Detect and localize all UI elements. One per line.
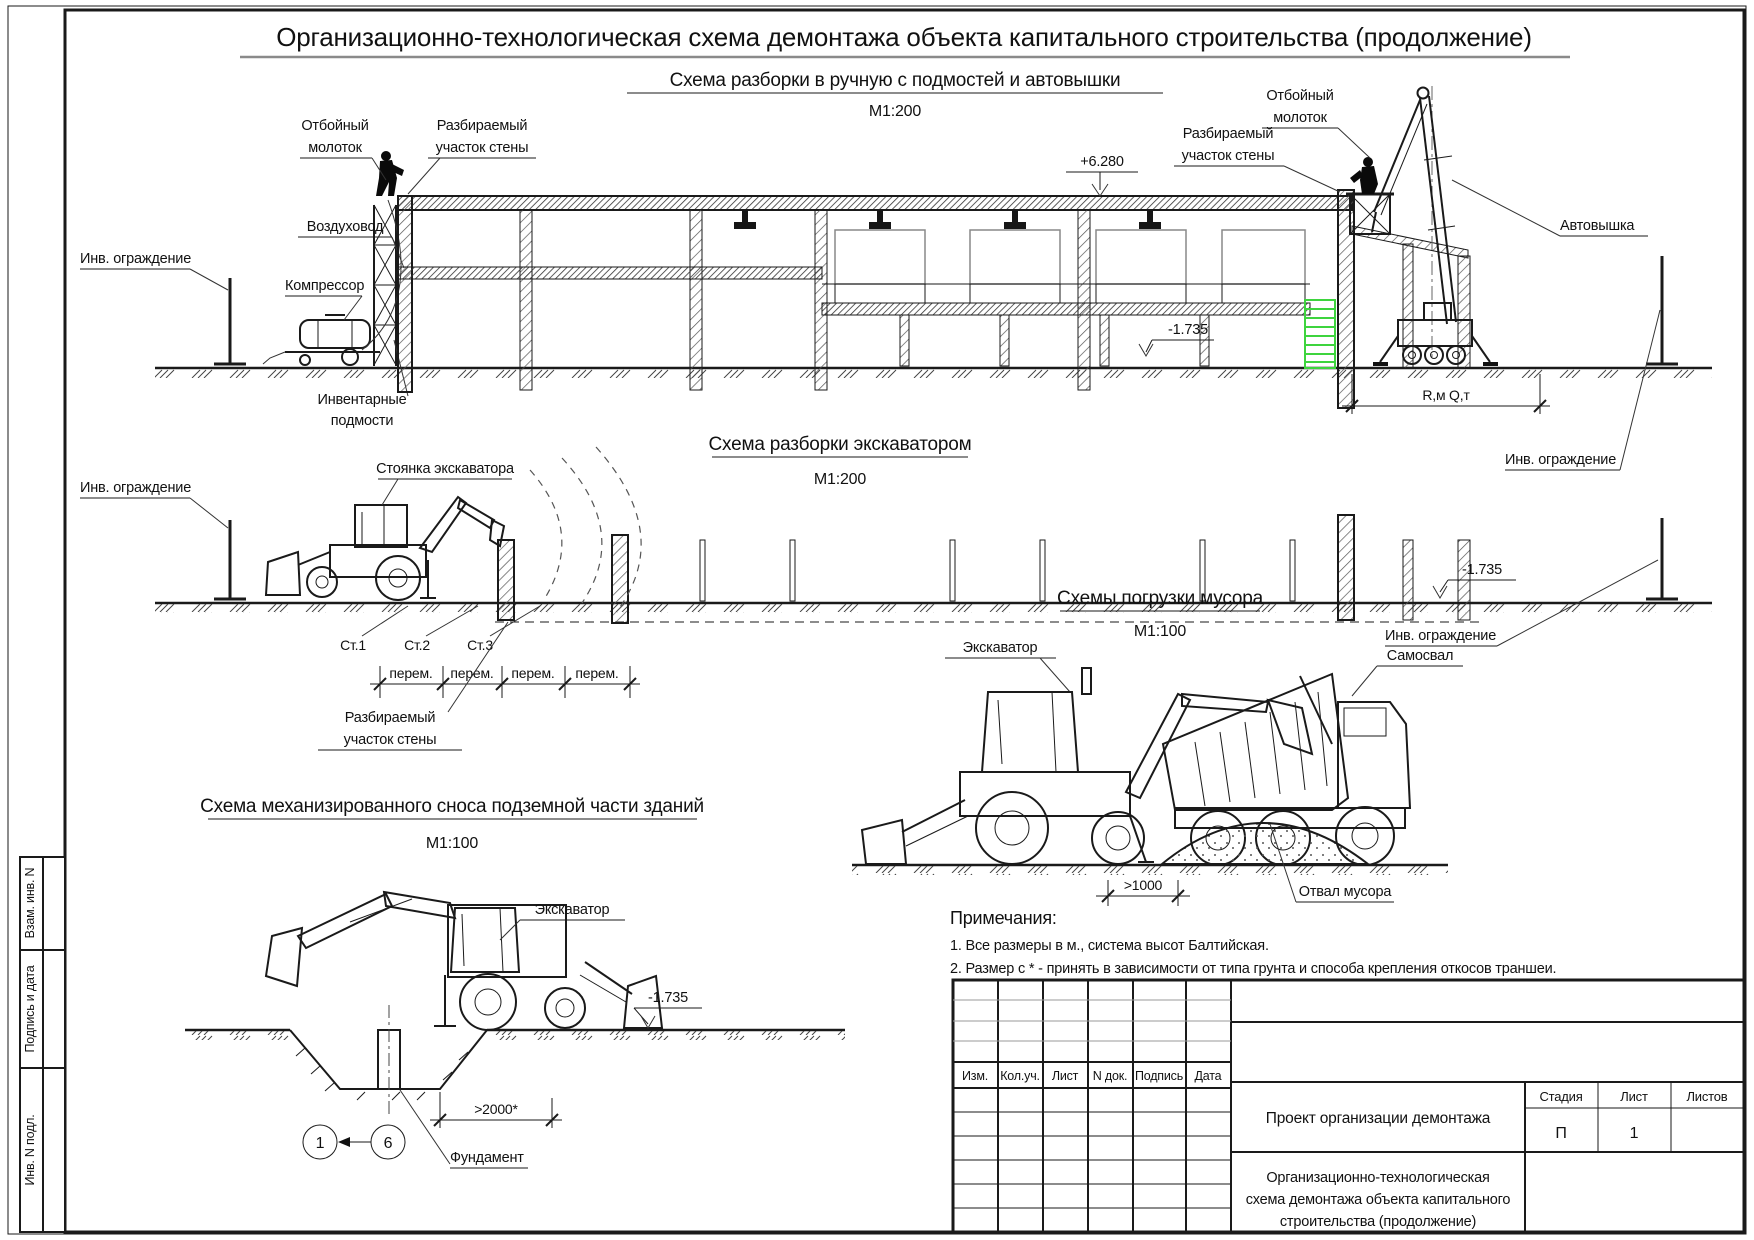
inventory-fence-right-2 [1646, 518, 1678, 599]
truck-label: Самосвал [1386, 648, 1454, 664]
stamp-project: Проект организации демонтажа [1265, 1110, 1491, 1127]
stamp-sheet-value: 1 [1629, 1125, 1639, 1142]
stamp-doc-line3: строительства (продолжение) [1279, 1214, 1477, 1230]
elevation-top [1066, 154, 1138, 196]
stamp-col-data: Дата [1194, 1069, 1222, 1083]
svg-text:-1.735: -1.735 [1168, 322, 1208, 338]
worker-basket-icon [1350, 157, 1378, 194]
duct-label: Воздуховод [306, 219, 384, 235]
foundation-label: Фундамент [450, 1150, 524, 1166]
svg-text:+6.280: +6.280 [1080, 154, 1124, 170]
dim-perem-2: перем. [450, 665, 494, 681]
fence-right-label-1: Инв. ограждение [1505, 452, 1617, 468]
scheme1-scale: М1:200 [868, 103, 922, 120]
side-stamp [20, 857, 65, 1232]
pile-label: Отвал мусора [1298, 884, 1392, 900]
wall-label-s2b: участок стены [343, 732, 437, 748]
scheme3-scale: М1:100 [1133, 623, 1187, 640]
stamp-stage-value: П [1555, 1125, 1567, 1142]
station-3: Ст.3 [467, 637, 493, 653]
dim-perem-1: перем. [389, 665, 433, 681]
svg-text:R,м Q,т: R,м Q,т [1422, 387, 1470, 403]
note-item-2: 2. Размер с * - принять в зависимости от типа грунта и способа крепления откосов траншеи. [950, 961, 1557, 977]
elevation-bottom-4 [634, 990, 702, 1028]
svg-text:>1000: >1000 [1123, 877, 1163, 893]
marker-6: 6 [383, 1135, 393, 1152]
annex-remnant-1 [1403, 540, 1413, 620]
scheme-excavator [80, 434, 1712, 750]
wall-remnant-right [1338, 515, 1354, 620]
hammer-label-2a: Отбойный [1266, 88, 1334, 104]
scheme2-scale: М1:200 [813, 471, 867, 488]
scheme4-scale: М1:100 [425, 835, 479, 852]
sheet-title: Организационно-технологическая схема демонтажа объекта капитального строительства (продолжение) [276, 22, 1532, 52]
svg-text:-1.735: -1.735 [648, 990, 688, 1006]
scaffold-label-b: подмости [330, 413, 394, 429]
dim-perem-4: перем. [575, 665, 619, 681]
compressor-label: Компрессор [285, 278, 365, 294]
dim-2000 [430, 1092, 562, 1128]
notes-block [950, 908, 1556, 977]
note-item-1: 1. Все размеры в м., система высот Балтийская. [950, 938, 1269, 954]
excavator-hammer [266, 497, 504, 600]
hammer-label-1a: Отбойный [301, 118, 369, 134]
inventory-fence-left-1 [214, 278, 246, 364]
stamp-col-izm: Изм. [962, 1069, 988, 1083]
marker-1: 1 [315, 1135, 325, 1152]
svg-text:>2000*: >2000* [474, 1101, 518, 1117]
excavation-pit [290, 1005, 487, 1118]
station-1: Ст.1 [340, 637, 366, 653]
dim-perem-3: перем. [511, 665, 555, 681]
detail-markers [303, 1125, 405, 1159]
notes-heading: Примечания: [950, 908, 1057, 928]
wall-label-2a: Разбираемый [1182, 126, 1274, 142]
stamp-col-ndok: N док. [1092, 1069, 1128, 1083]
inventory-fence-left-2 [214, 520, 246, 599]
stamp-sheets-header: Листов [1686, 1089, 1728, 1104]
fence-right-label-2: Инв. ограждение [1385, 628, 1497, 644]
wall-label-s2a: Разбираемый [344, 710, 436, 726]
stamp-stage-header: Стадия [1539, 1089, 1583, 1104]
stamp-sheet-header: Лист [1620, 1089, 1648, 1104]
wall-label-2b: участок стены [1181, 148, 1275, 164]
hammer-label-1b: молоток [308, 140, 362, 156]
compressor [263, 315, 380, 365]
tower-label: Автовышка [1560, 218, 1635, 234]
dim-chain-perem [370, 665, 640, 698]
wall-piece-b [612, 535, 628, 623]
scheme-loading [852, 588, 1463, 906]
scheme3-title: Схемы погрузки мусора [1057, 588, 1263, 609]
stamp-col-podpis: Подпись [1134, 1069, 1184, 1083]
parking-label: Стоянка экскаватора [376, 461, 514, 477]
excavator-label-4: Экскаватор [534, 902, 610, 918]
scheme2-title: Схема разборки экскаватором [708, 434, 972, 455]
side-label-inv: Инв. N подл. [23, 1114, 37, 1186]
stamp-col-list: Лист [1051, 1069, 1079, 1083]
stamp-col-koluch: Кол.уч. [1000, 1069, 1040, 1083]
worker-jackhammer-icon [376, 151, 404, 196]
scheme1-title: Схема разборки в ручную с подмостей и автовышки [669, 70, 1121, 91]
title-block [953, 980, 1744, 1232]
side-label-podpis: Подпись и дата [23, 965, 37, 1053]
side-label-vzam: Взам. инв. N [23, 867, 37, 939]
excavator-label-3: Экскаватор [962, 640, 1038, 656]
stamp-doc-line2: схема демонтажа объекта капитального [1245, 1192, 1511, 1208]
scheme-manual [80, 70, 1712, 470]
wall-label-1b: участок стены [435, 140, 529, 156]
dim-1000 [1096, 877, 1190, 906]
elevation-bottom-2 [1433, 562, 1516, 598]
hammer-label-2b: молоток [1273, 110, 1327, 126]
station-2: Ст.2 [404, 637, 430, 653]
wall-label-1a: Разбираемый [436, 118, 528, 134]
dim-rq [1342, 374, 1550, 414]
scheme4-title: Схема механизированного сноса подземной части зданий [200, 796, 704, 817]
scaffold-label-a: Инвентарные [317, 392, 407, 408]
stamp-doc-line1: Организационно-технологическая [1266, 1170, 1490, 1186]
fence-left-label-1: Инв. ограждение [80, 251, 192, 267]
scheme-underground [185, 796, 845, 1168]
svg-text:-1.735: -1.735 [1462, 562, 1502, 578]
wall-piece-a [498, 540, 514, 620]
fence-left-label-2: Инв. ограждение [80, 480, 192, 496]
